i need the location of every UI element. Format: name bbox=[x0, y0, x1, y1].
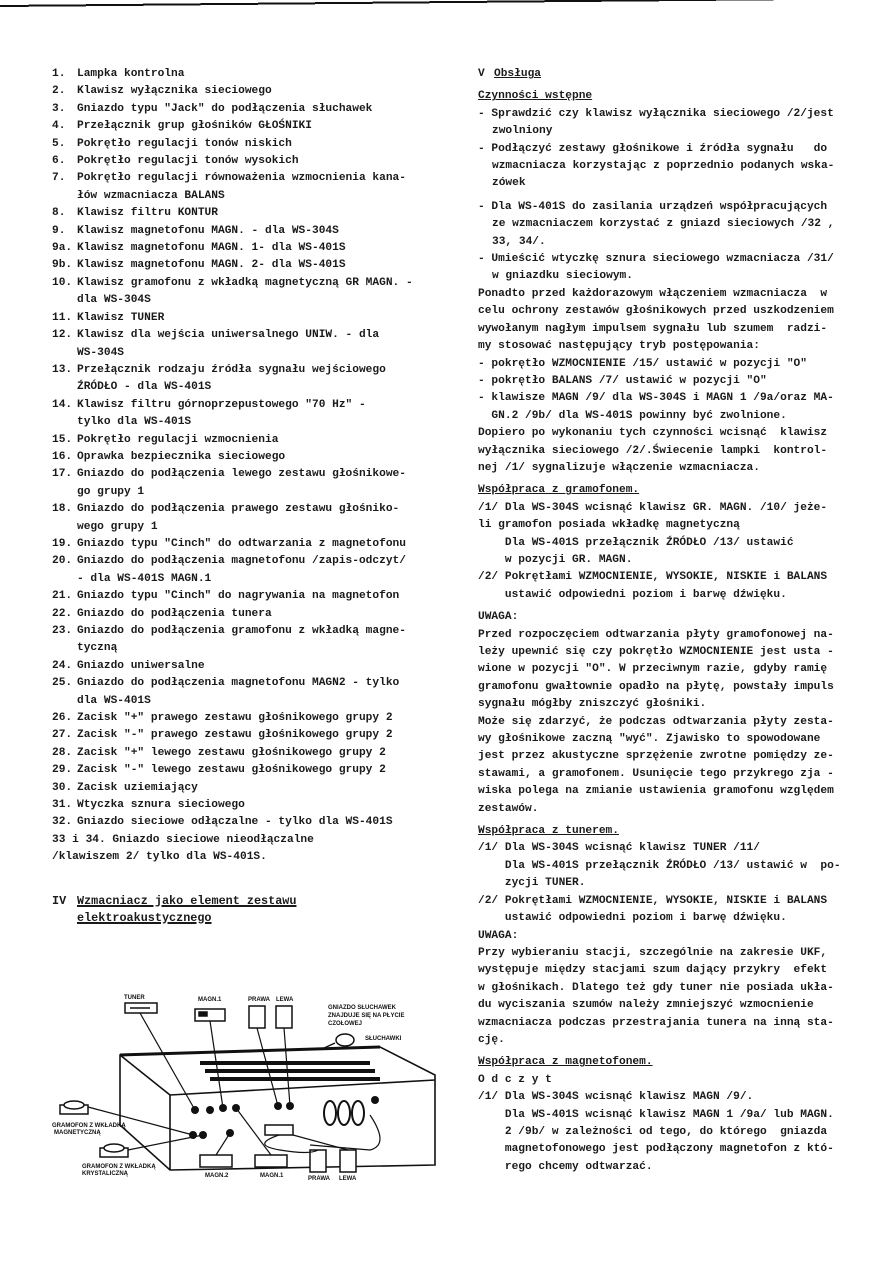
prelim-bullet bbox=[478, 251, 878, 286]
note-line: zestawów. bbox=[478, 802, 539, 815]
label-note-line1: GNIAZDO SŁUCHAWEK bbox=[328, 1005, 396, 1011]
item-number: 1. bbox=[52, 68, 66, 80]
note-line: Może się zdarzyć, że podczas odtwarzania płyty zesta- bbox=[478, 715, 834, 728]
paragraph-line: nej /1/ sygnalizuje włączenie wzmacniacza. bbox=[478, 461, 760, 474]
item-text: Gniazdo typu "Cinch" do odtwarzania z magnetofonu bbox=[77, 537, 406, 550]
item-number: 24. bbox=[52, 659, 73, 672]
paragraph-line: - pokrętło WZMOCNIENIE /15/ ustawić w pozycji "O" bbox=[478, 357, 807, 370]
prelim-paragraph bbox=[478, 286, 878, 477]
item-number: 18. bbox=[52, 503, 73, 516]
note-line: wiska polega na zmianie ustawienia gramofonu względem bbox=[478, 785, 834, 798]
paragraph-line: wyłącznika sieciowego /2/.Świecenie lampki kontrol- bbox=[478, 444, 828, 457]
item-number: 29. bbox=[52, 764, 73, 777]
item-number: 19. bbox=[52, 537, 73, 550]
item-number: 16. bbox=[52, 450, 73, 463]
turntable-magnetic bbox=[60, 1101, 88, 1114]
bullet-line: w gniazdku sieciowym. bbox=[492, 270, 633, 283]
item-text: Gniazdo sieciowe odłączalne - tylko dla WS-401S bbox=[77, 816, 393, 829]
instruction-line: w pozycji GR. MAGN. bbox=[478, 553, 633, 566]
magn1-top-device bbox=[195, 1009, 225, 1021]
magn1-bottom-device bbox=[255, 1155, 287, 1167]
parts-list-item bbox=[52, 536, 462, 553]
parts-list-item bbox=[52, 153, 462, 170]
note-line: jest przez akustyczne sprzężenie zwrotne pomiędzy ze- bbox=[478, 750, 834, 763]
item-text: Pokrętło regulacji równoważenia wzmocnienia kana- bbox=[77, 172, 406, 185]
item-text: Pokrętło regulacji wzmocnienia bbox=[77, 433, 279, 446]
instruction-line: /2/ Pokrętłami WZMOCNIENIE, WYSOKIE, NISKIE i BALANS bbox=[478, 571, 828, 584]
bullet-line: - Podłączyć zestawy głośnikowe i źródła sygnału do bbox=[478, 142, 828, 155]
bullet-line: - Umieścić wtyczkę sznura sieciowego wzmacniacza /31/ bbox=[478, 253, 834, 266]
label-turntable-magnetic-2: MAGNETYCZNĄ bbox=[54, 1130, 101, 1136]
label-prawa-bottom: PRAWA bbox=[308, 1176, 331, 1182]
paragraph-line: my stosować następujący tryb postępowania: bbox=[478, 340, 760, 353]
item-text-cont: tyczną bbox=[77, 642, 118, 655]
item-number: 5. bbox=[52, 137, 66, 150]
parts-list-item bbox=[52, 101, 462, 118]
item-text: Klawisz wyłącznika sieciowego bbox=[77, 85, 272, 98]
instruction-line: /1/ Dla WS-304S wcisnąć klawisz GR. MAGN. /10/ jeże- bbox=[478, 501, 828, 514]
label-headphones: SŁUCHAWKI bbox=[365, 1036, 402, 1042]
item-number: 10. bbox=[52, 276, 73, 289]
section-title: Wzmacniacz jako element zestawu bbox=[77, 893, 297, 908]
item-number: 2. bbox=[52, 85, 66, 98]
prelim-heading: Czynności wstępne bbox=[478, 90, 593, 103]
label-note-line2: ZNAJDUJE SIĘ NA PŁYCIE bbox=[328, 1013, 405, 1019]
parts-list-item bbox=[52, 223, 462, 240]
parts-list-item bbox=[52, 675, 462, 692]
amplifier-connection-diagram bbox=[50, 985, 450, 1195]
parts-list-item-cont bbox=[52, 292, 462, 309]
item-number: 4. bbox=[52, 120, 66, 133]
parts-list-item bbox=[52, 745, 462, 762]
parts-list-item bbox=[52, 257, 462, 274]
item-text-cont: dla WS-304S bbox=[77, 294, 151, 307]
item-text-cont: dla WS-401S bbox=[77, 694, 151, 707]
instruction-line: rego chcemy odtwarzać. bbox=[478, 1160, 653, 1173]
item-number: 25. bbox=[52, 677, 73, 690]
speaker-left-bottom bbox=[340, 1150, 356, 1172]
item-number: 20. bbox=[52, 555, 73, 568]
item-text: Klawisz gramofonu z wkładką magnetyczną GR MAGN. - bbox=[77, 276, 413, 289]
item-text: Klawisz dla wejścia uniwersalnego UNIW. - dla bbox=[77, 329, 380, 342]
label-turntable-magnetic-1: GRAMOFON Z WKŁADKĄ bbox=[52, 1123, 126, 1129]
parts-list-item bbox=[52, 606, 462, 623]
section-title-cont: elektroakustycznego bbox=[77, 911, 212, 926]
instruction-line: Dla WS-401S przełącznik ŹRÓDŁO /13/ ustawić bbox=[478, 536, 794, 549]
note-line: wzmacniacza podczas przestrajania tunera na inną sta- bbox=[478, 1016, 834, 1029]
paragraph-line: - pokrętło BALANS /7/ ustawić w pozycji "O" bbox=[478, 374, 767, 387]
item-number: 17. bbox=[52, 468, 73, 481]
item-number: 23. bbox=[52, 625, 73, 637]
prelim-bullet bbox=[478, 199, 878, 251]
item-number: 7. bbox=[52, 172, 66, 185]
label-turntable-crystal-2: KRYSTALICZNĄ bbox=[82, 1171, 128, 1177]
item-number: 32. bbox=[52, 816, 73, 829]
parts-list-item bbox=[52, 170, 462, 187]
parts-list-item bbox=[52, 814, 462, 831]
paragraph-line: wywołanym nagłym impulsem sygnału lub szumem radzi- bbox=[478, 322, 828, 335]
parts-list-item-cont bbox=[52, 519, 462, 536]
item-text: Gniazdo do podłączenia prawego zestawu głośniko- bbox=[77, 503, 400, 516]
parts-list-item bbox=[52, 275, 462, 292]
tuner-note-label: UWAGA: bbox=[478, 929, 519, 942]
item-text-cont: WS-304S bbox=[77, 346, 124, 359]
item-text: Gniazdo do podłączenia magnetofonu /zapis-odczyt/ bbox=[77, 555, 406, 568]
parts-list-item bbox=[52, 136, 462, 153]
magnetofon-subheading: O d c z y t bbox=[478, 1073, 552, 1086]
speaker-right-bottom bbox=[310, 1150, 326, 1172]
note-line: sygnału mógłby zniszczyć głośniki. bbox=[478, 698, 707, 711]
item-text: Klawisz filtru górnoprzepustowego "70 Hz" - bbox=[77, 398, 366, 411]
vent-grille bbox=[200, 1061, 380, 1081]
gramofon-note bbox=[478, 627, 878, 818]
item-text: Przełącznik grup głośników GŁOŚNIKI bbox=[77, 120, 312, 133]
bullet-line: zówek bbox=[492, 177, 526, 190]
note-line: występuje między stacjami szum dający przykry efekt bbox=[478, 964, 828, 977]
parts-list bbox=[52, 66, 462, 832]
parts-list-item bbox=[52, 780, 462, 797]
parts-list-item-cont bbox=[52, 640, 462, 657]
item-text: Zacisk "+" prawego zestawu głośnikowego grupy 2 bbox=[77, 712, 393, 725]
item-number: 9. bbox=[52, 224, 66, 237]
note-line: wione w pozycji "O". W przeciwnym razie, gdyby ramię bbox=[478, 663, 828, 676]
parts-list-item bbox=[52, 449, 462, 466]
item-text: Zacisk uziemiający bbox=[77, 781, 198, 794]
tuner-note bbox=[478, 945, 878, 1049]
item-text: Gniazdo do podłączenia gramofonu z wkładką magne- bbox=[77, 625, 406, 637]
instruction-line: Dla WS-401S wcisnąć klawisz MAGN 1 /9a/ lub MAGN. bbox=[478, 1108, 834, 1121]
bullet-line: zwolniony bbox=[492, 125, 553, 138]
note-line: leży upewnić się czy pokrętło WZMOCNIENIE jest usta - bbox=[478, 646, 834, 658]
prelim-bullets bbox=[478, 106, 878, 286]
operation-column bbox=[478, 66, 878, 1176]
label-turntable-crystal-1: GRAMOFON Z WKŁADKĄ bbox=[82, 1164, 156, 1170]
bullet-line: - Dla WS-401S do zasilania urządzeń współpracujących bbox=[478, 200, 828, 213]
item-text-cont: tylko dla WS-401S bbox=[77, 416, 192, 429]
bullet-line: ze wzmacniaczem korzystać z gniazd sieciowych /32 , bbox=[492, 218, 835, 231]
note-line: gramofonu gwałtownie opadło na płytę, powstały impuls bbox=[478, 680, 834, 693]
parts-list-item bbox=[52, 797, 462, 814]
paragraph-line: Dopiero po wykonaniu tych czynności wcisnąć klawisz bbox=[478, 427, 828, 440]
gramofon-instructions bbox=[478, 500, 878, 604]
instruction-line: li gramofon posiada wkładkę magnetyczną bbox=[478, 519, 740, 532]
parts-list-item bbox=[52, 623, 462, 640]
item-number: 28. bbox=[52, 746, 73, 759]
item-text: Przełącznik rodzaju źródła sygnału wejściowego bbox=[77, 363, 386, 376]
bullet-line: 33, 34/. bbox=[492, 235, 546, 248]
prelim-bullet bbox=[478, 106, 878, 141]
item-text: Wtyczka sznura sieciowego bbox=[77, 799, 245, 812]
parts-list-item bbox=[52, 501, 462, 518]
parts-list-item bbox=[52, 397, 462, 414]
magnetofon-instructions bbox=[478, 1089, 878, 1176]
prelim-bullet bbox=[478, 141, 878, 193]
item-text-cont: łów wzmacniacza BALANS bbox=[77, 189, 225, 202]
paragraph-line: celu ochrony zestawów głośnikowych przed uszkodzeniem bbox=[478, 305, 834, 318]
parts-list-item bbox=[52, 66, 462, 83]
instruction-line: zycji TUNER. bbox=[478, 877, 586, 890]
item-text: Gniazdo typu "Cinch" do nagrywania na magnetofon bbox=[77, 590, 400, 603]
label-lewa-top: LEWA bbox=[276, 997, 294, 1003]
parts-list-tail-line: /klawiszem 2/ tylko dla WS-401S. bbox=[52, 851, 267, 864]
label-magn1-bottom: MAGN.1 bbox=[260, 1173, 284, 1179]
item-text: Klawisz magnetofonu MAGN. 1- dla WS-401S bbox=[77, 242, 346, 255]
parts-list-item bbox=[52, 432, 462, 449]
paragraph-line: - klawisze MAGN /9/ dla WS-304S i MAGN 1 /9a/oraz MA- bbox=[478, 392, 834, 405]
parts-list-item bbox=[52, 727, 462, 744]
parts-list-item bbox=[52, 118, 462, 135]
item-number: 15. bbox=[52, 433, 73, 446]
label-lewa-bottom: LEWA bbox=[339, 1176, 357, 1182]
parts-list-tail-line: 33 i 34. Gniazdo sieciowe nieodłączalne bbox=[52, 833, 314, 846]
parts-list-item-cont bbox=[52, 693, 462, 710]
magn2-device bbox=[200, 1155, 232, 1167]
parts-list-item bbox=[52, 310, 462, 327]
instruction-line: /1/ Dla WS-304S wcisnąć klawisz MAGN /9/. bbox=[478, 1091, 754, 1104]
parts-list-item bbox=[52, 240, 462, 257]
label-magn1-top: MAGN.1 bbox=[198, 997, 222, 1003]
tuner-device bbox=[125, 1003, 157, 1013]
section-v-heading bbox=[478, 66, 878, 83]
item-text: Klawisz magnetofonu MAGN. - dla WS-304S bbox=[77, 224, 339, 237]
note-line: stawami, a gramofonem. Usunięcie tego przykrego zja - bbox=[478, 767, 834, 780]
note-line: du wyciszania szumów należy zmniejszyć wzmocnienie bbox=[478, 999, 814, 1012]
item-text: Zacisk "-" prawego zestawu głośnikowego grupy 2 bbox=[77, 729, 393, 742]
item-text: Klawisz magnetofonu MAGN. 2- dla WS-401S bbox=[77, 259, 346, 272]
item-text: Lampka kontrolna bbox=[77, 68, 185, 80]
parts-list-item-cont bbox=[52, 484, 462, 501]
label-magn2: MAGN.2 bbox=[205, 1173, 229, 1179]
parts-list-item bbox=[52, 83, 462, 100]
item-text: Gniazdo do podłączenia lewego zestawu głośnikowe- bbox=[77, 468, 406, 481]
item-text: Zacisk "-" lewego zestawu głośnikowego grupy 2 bbox=[77, 764, 386, 777]
item-text: Zacisk "+" lewego zestawu głośnikowego grupy 2 bbox=[77, 746, 386, 759]
parts-list-item bbox=[52, 362, 462, 379]
item-number: 27. bbox=[52, 729, 73, 742]
parts-list-item bbox=[52, 553, 462, 570]
parts-list-item bbox=[52, 658, 462, 675]
turntable-crystal bbox=[100, 1144, 128, 1157]
parts-list-item-cont bbox=[52, 379, 462, 396]
parts-list-item bbox=[52, 710, 462, 727]
item-text: Pokrętło regulacji tonów wysokich bbox=[77, 155, 299, 168]
speaker-right-top bbox=[249, 1006, 265, 1028]
note-line: Przed rozpoczęciem odtwarzania płyty gramofonowej na- bbox=[478, 628, 834, 641]
paragraph-line: Ponadto przed każdorazowym włączeniem wzmacniacza w bbox=[478, 287, 828, 300]
tuner-heading: Współpraca z tunerem. bbox=[478, 825, 619, 838]
parts-list-item-cont bbox=[52, 571, 462, 588]
parts-list-item bbox=[52, 762, 462, 779]
gramofon-heading: Współpraca z gramofonem. bbox=[478, 484, 640, 497]
item-number: 6. bbox=[52, 155, 66, 168]
item-text: Oprawka bezpiecznika sieciowego bbox=[77, 450, 286, 463]
section-number: IV bbox=[52, 893, 67, 908]
instruction-line: /2/ Pokrętłami WZMOCNIENIE, WYSOKIE, NISKIE i BALANS bbox=[478, 894, 828, 907]
item-number: 31. bbox=[52, 799, 73, 812]
note-line: Przy wybieraniu stacji, szczególnie na zakresie UKF, bbox=[478, 946, 828, 959]
bullet-line: - Sprawdzić czy klawisz wyłącznika sieciowego /2/jest bbox=[478, 107, 834, 120]
instruction-line: magnetofonowego jest podłączony magnetofon z któ- bbox=[478, 1143, 834, 1156]
tuner-instructions bbox=[478, 840, 878, 927]
item-text-cont: wego grupy 1 bbox=[77, 520, 158, 533]
item-text: Gniazdo do podłączenia magnetofonu MAGN2 - tylko bbox=[77, 677, 400, 690]
parts-list-item bbox=[52, 588, 462, 605]
item-number: 11. bbox=[52, 311, 73, 324]
parts-list-item bbox=[52, 327, 462, 344]
note-line: wy głośnikowe zaczną "wyć". Zjawisko to spowodowane bbox=[478, 733, 821, 746]
bullet-line: wzmacniacza korzystając z poprzednio podanych wska- bbox=[492, 160, 835, 173]
parts-list-item bbox=[52, 205, 462, 222]
item-text: Klawisz filtru KONTUR bbox=[77, 207, 218, 220]
item-number: 8. bbox=[52, 207, 66, 220]
label-note-line3: CZOŁOWEJ bbox=[328, 1021, 362, 1027]
item-number: 14. bbox=[52, 398, 73, 411]
instruction-line: /1/ Dla WS-304S wcisnąć klawisz TUNER /11/ bbox=[478, 842, 760, 855]
item-number: 9b. bbox=[52, 259, 73, 272]
item-number: 21. bbox=[52, 590, 73, 603]
item-number: 30. bbox=[52, 781, 73, 794]
instruction-line: ustawić odpowiedni poziom i barwę dźwięku. bbox=[478, 912, 787, 925]
parts-list-item-cont bbox=[52, 188, 462, 205]
paragraph-line: GN.2 /9b/ dla WS-401S powinny być zwolnione. bbox=[478, 409, 787, 422]
parts-list-item-cont bbox=[52, 414, 462, 431]
section-iv-heading bbox=[52, 893, 462, 928]
item-text-cont: - dla WS-401S MAGN.1 bbox=[77, 572, 212, 585]
instruction-line: 2 /9b/ w zależności od tego, do którego gniazda bbox=[478, 1125, 828, 1138]
item-number: 9a. bbox=[52, 242, 73, 255]
note-line: cję. bbox=[478, 1033, 505, 1046]
item-number: 22. bbox=[52, 607, 73, 620]
section-title: Obsługa bbox=[494, 68, 541, 80]
item-number: 26. bbox=[52, 712, 73, 725]
item-number: 12. bbox=[52, 329, 73, 342]
item-text: Gniazdo uniwersalne bbox=[77, 659, 205, 672]
label-tuner: TUNER bbox=[124, 995, 145, 1001]
item-text-cont: go grupy 1 bbox=[77, 485, 145, 498]
parts-list-item bbox=[52, 466, 462, 483]
scan-edge-line bbox=[0, 0, 893, 8]
item-text: Gniazdo typu "Jack" do podłączenia słuchawek bbox=[77, 102, 373, 115]
section-number: V bbox=[478, 68, 485, 80]
item-text-cont: ŹRÓDŁO - dla WS-401S bbox=[77, 381, 212, 394]
item-text: Klawisz TUNER bbox=[77, 311, 165, 324]
parts-list-item-cont bbox=[52, 345, 462, 362]
gramofon-note-label: UWAGA: bbox=[478, 611, 519, 624]
item-number: 13. bbox=[52, 363, 73, 376]
instruction-line: Dla WS-401S przełącznik ŹRÓDŁO /13/ ustawić w po- bbox=[478, 859, 841, 872]
parts-list-column bbox=[52, 66, 462, 928]
note-line: w głośnikach. Dlatego też gdy tuner nie posiada ukła- bbox=[478, 981, 834, 994]
item-number: 3. bbox=[52, 102, 66, 115]
speaker-left-top bbox=[276, 1006, 292, 1028]
instruction-line: ustawić odpowiedni poziom i barwę dźwięku. bbox=[478, 588, 787, 601]
magnetofon-heading: Współpraca z magnetofonem. bbox=[478, 1056, 653, 1069]
item-text: Pokrętło regulacji tonów niskich bbox=[77, 137, 292, 150]
item-text: Gniazdo do podłączenia tunera bbox=[77, 607, 272, 620]
label-prawa-top: PRAWA bbox=[248, 997, 271, 1003]
